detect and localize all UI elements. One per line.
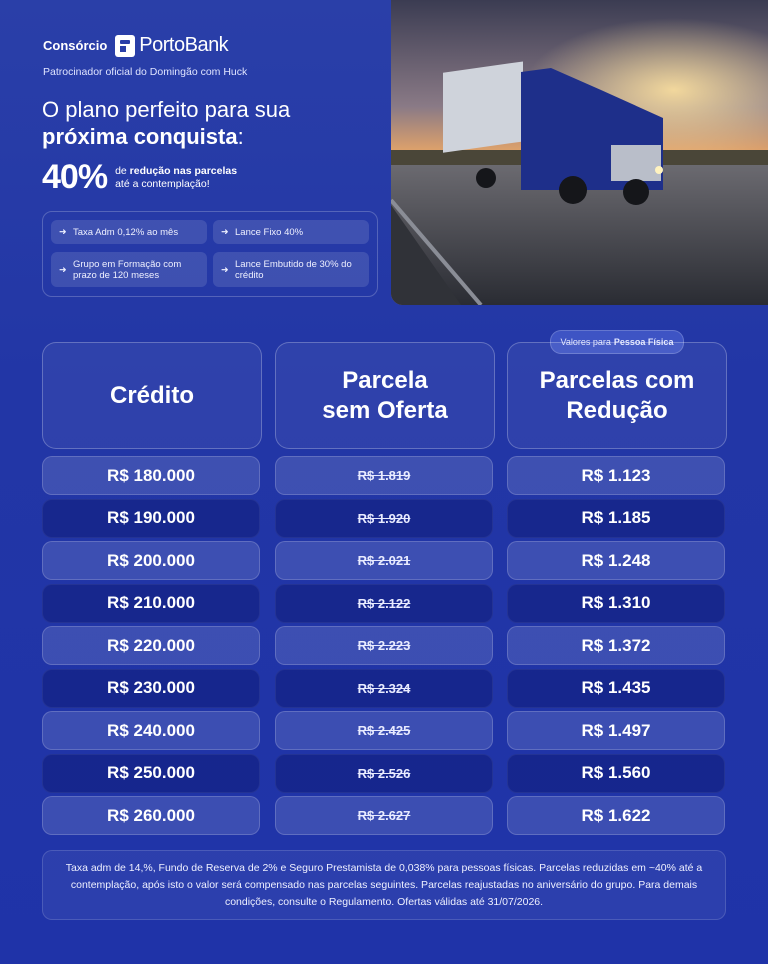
table-cell-sem-oferta [275, 669, 493, 708]
table-cell-sem-oferta [275, 626, 493, 665]
arrow-right-icon: ➜ [59, 264, 67, 274]
cell-value: R$ 2.324 [357, 680, 411, 696]
table-cell-sem-oferta [275, 499, 493, 538]
table-cell-com-reducao [507, 541, 725, 580]
table-cell-com-reducao [507, 626, 725, 665]
cell-value: R$ 1.185 [581, 508, 651, 527]
headline-suffix: : [237, 124, 244, 149]
header-com-reducao-label: Parcelas com Redução [539, 366, 695, 424]
cell-value: R$ 2.122 [357, 595, 411, 611]
header-parcelas-com-reducao [507, 342, 727, 449]
cell-value: R$ 1.435 [581, 678, 651, 697]
cell-value: R$ 1.819 [357, 468, 411, 483]
benefit-label: Taxa Adm 0,12% ao mês [73, 226, 179, 238]
table-cell-credito [42, 499, 260, 538]
cell-value: R$ 1.560 [581, 763, 651, 782]
brand-name: PortoBank [139, 34, 229, 56]
reduction-highlight [42, 158, 237, 197]
cell-value: R$ 1.248 [581, 550, 651, 570]
table-cell-sem-oferta [275, 754, 493, 793]
table-cell-credito [42, 711, 260, 750]
table-cell-com-reducao [507, 669, 725, 708]
brand-logo [115, 34, 228, 57]
cell-value: R$ 220.000 [107, 635, 195, 655]
table-cell-credito [42, 626, 260, 665]
table-cell-com-reducao [507, 584, 725, 623]
truck-image [391, 0, 768, 305]
header-parcela-sem-oferta [275, 342, 495, 449]
headline-line1: O plano perfeito para sua [42, 97, 291, 122]
benefit-item [213, 220, 369, 244]
table-cell-com-reducao [507, 796, 725, 835]
headline [42, 96, 290, 150]
cell-value: R$ 250.000 [107, 763, 195, 782]
cell-value: R$ 1.497 [581, 720, 651, 740]
reduction-number: 40% [42, 158, 108, 196]
table-cell-credito [42, 796, 260, 835]
benefit-label: Lance Embutido de 30% do crédito [235, 258, 352, 281]
table-cell-credito [42, 584, 260, 623]
cell-value: R$ 2.425 [357, 723, 411, 738]
table-cell-com-reducao [507, 499, 725, 538]
reduction-prefix: de [115, 164, 130, 177]
table-cell-com-reducao [507, 711, 725, 750]
table-cell-sem-oferta [275, 541, 493, 580]
benefit-label: Lance Fixo 40% [235, 226, 304, 238]
table-cell-credito [42, 669, 260, 708]
table-cell-com-reducao [507, 456, 725, 495]
cell-value: R$ 210.000 [107, 593, 195, 612]
arrow-right-icon: ➜ [221, 226, 229, 237]
table-cell-sem-oferta [275, 796, 493, 835]
header-sem-oferta-label: Parcela sem Oferta [322, 366, 448, 424]
cell-value: R$ 1.310 [581, 593, 651, 612]
table-cell-sem-oferta [275, 711, 493, 750]
pill-bold: Pessoa Física [613, 337, 674, 347]
reduction-line2: até a contemplação! [115, 177, 210, 190]
cell-value: R$ 200.000 [107, 550, 195, 570]
headline-bold: próxima conquista [42, 124, 238, 149]
cell-value: R$ 190.000 [107, 508, 195, 527]
pill-prefix: Valores para [560, 337, 611, 347]
cell-value: R$ 2.021 [357, 553, 411, 568]
reduction-text [115, 165, 237, 191]
table-cell-sem-oferta [275, 456, 493, 495]
table-cell-com-reducao [507, 754, 725, 793]
portobank-logo-icon [115, 35, 135, 57]
cell-value: R$ 1.123 [581, 465, 651, 485]
table-cell-sem-oferta [275, 584, 493, 623]
benefit-item [51, 252, 207, 287]
cell-value: R$ 260.000 [107, 805, 195, 825]
cell-value: R$ 1.920 [357, 510, 411, 526]
cell-value: R$ 180.000 [107, 465, 195, 485]
benefit-item [213, 252, 369, 287]
cell-value: R$ 240.000 [107, 720, 195, 740]
cell-value: R$ 1.372 [581, 635, 651, 655]
cell-value: R$ 2.526 [357, 765, 411, 781]
benefits-box [42, 211, 378, 297]
cell-value: R$ 230.000 [107, 678, 195, 697]
table-cell-credito [42, 754, 260, 793]
arrow-right-icon: ➜ [221, 264, 229, 274]
table-cell-credito [42, 541, 260, 580]
disclaimer: Taxa adm de 14,%, Fundo de Reserva de 2% e Seguro Prestamista de 0,038% para pessoas físicas. Parcelas reduzidas em ~40% até a contemplação, após isto o valor será compensado nas parcelas seguintes. Parcelas reajustadas no aniversário do grupo. Para demais condições, consulte o Regulamento. Ofertas válidas até 31/07/2026. [42, 850, 726, 920]
cell-value: R$ 2.627 [357, 808, 411, 823]
header-credito: Crédito [42, 342, 262, 449]
brand-consorcio: Consórcio [43, 38, 108, 53]
reduction-bold: redução nas parcelas [129, 164, 238, 177]
cell-value: R$ 2.223 [357, 638, 411, 653]
truck-photo [391, 0, 768, 305]
sponsor-text: Patrocinador oficial do Domingão com Huck [43, 66, 248, 78]
table-cell-credito [42, 456, 260, 495]
brand-header [43, 34, 228, 57]
benefit-item [51, 220, 207, 244]
cell-value: R$ 1.622 [581, 805, 651, 825]
benefit-label: Grupo em Formação com prazo de 120 meses [73, 258, 182, 281]
arrow-right-icon: ➜ [59, 226, 67, 237]
